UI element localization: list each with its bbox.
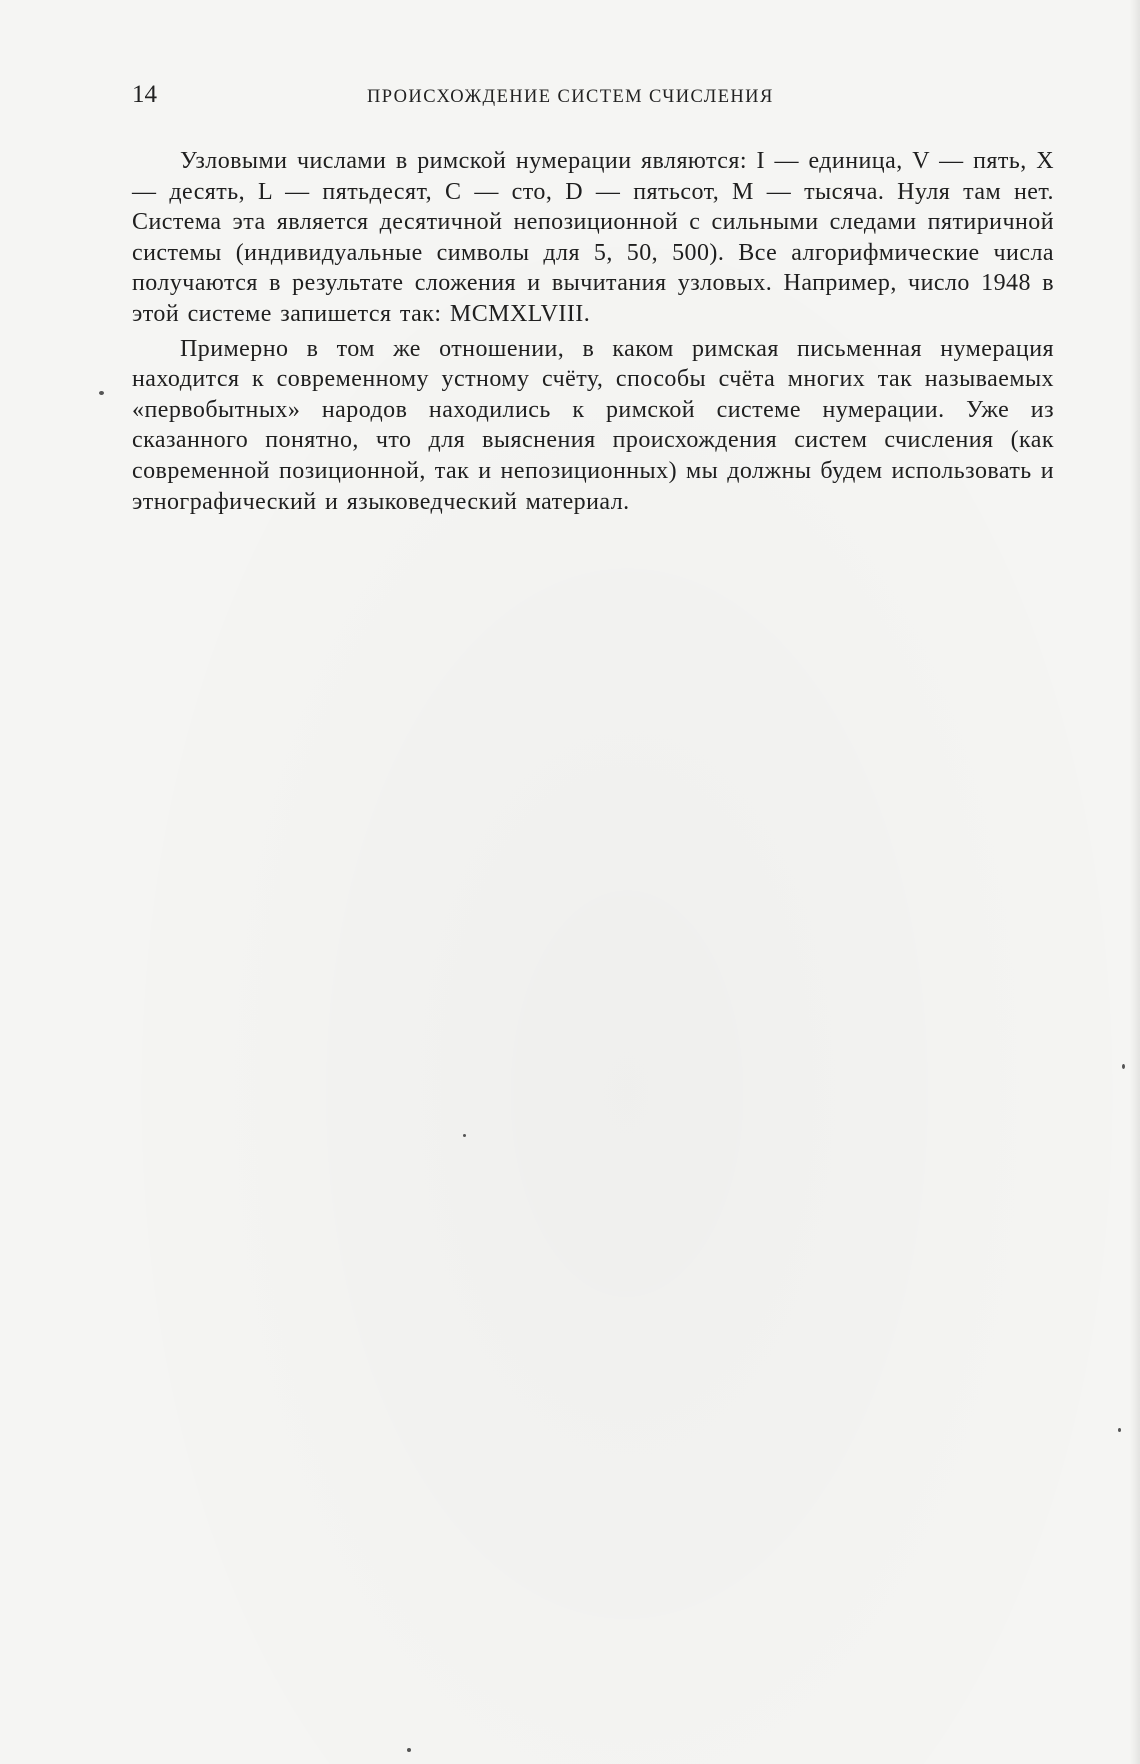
print-speck <box>99 391 104 395</box>
body-text <box>132 146 1054 517</box>
page-edge-shadow <box>1130 0 1140 1764</box>
print-speck <box>1118 1428 1121 1432</box>
print-speck <box>463 1134 466 1137</box>
page-number: 14 <box>132 81 157 108</box>
print-speck <box>407 1748 411 1752</box>
page-header <box>132 80 1054 120</box>
print-speck <box>1122 1064 1125 1069</box>
paragraph-primitive-counting: Примерно в том же отношении, в каком римская письменная нумерация находится к современному устному счёту, способы счёта многих так называемых «первобытных» народов находились к римской системе нумерации. Уже из сказанного понятно, что для выяснения происхождения систем счисления (как современной позиционной, так и непозиционных) мы должны будем использовать и этнографический и языковедческий материал. <box>132 335 1054 515</box>
running-title: ПРОИСХОЖДЕНИЕ СИСТЕМ СЧИСЛЕНИЯ <box>367 87 774 107</box>
paragraph-roman-numerals: Узловыми числами в римской нумерации являются: I — единица, V — пять, X — десять, L — пятьдесят, C — сто, D — пятьсот, M — тысяча. Нуля там нет. Система эта является десятичной непозиционной с сильными следами пятиричной системы (индивидуальные символы для 5, 50, 500). Все алгорифмические числа получаются в результате сложения и вычитания узловых. Например, число 1948 в этой системе запишется так: MCMXLVIII. <box>132 148 1054 327</box>
